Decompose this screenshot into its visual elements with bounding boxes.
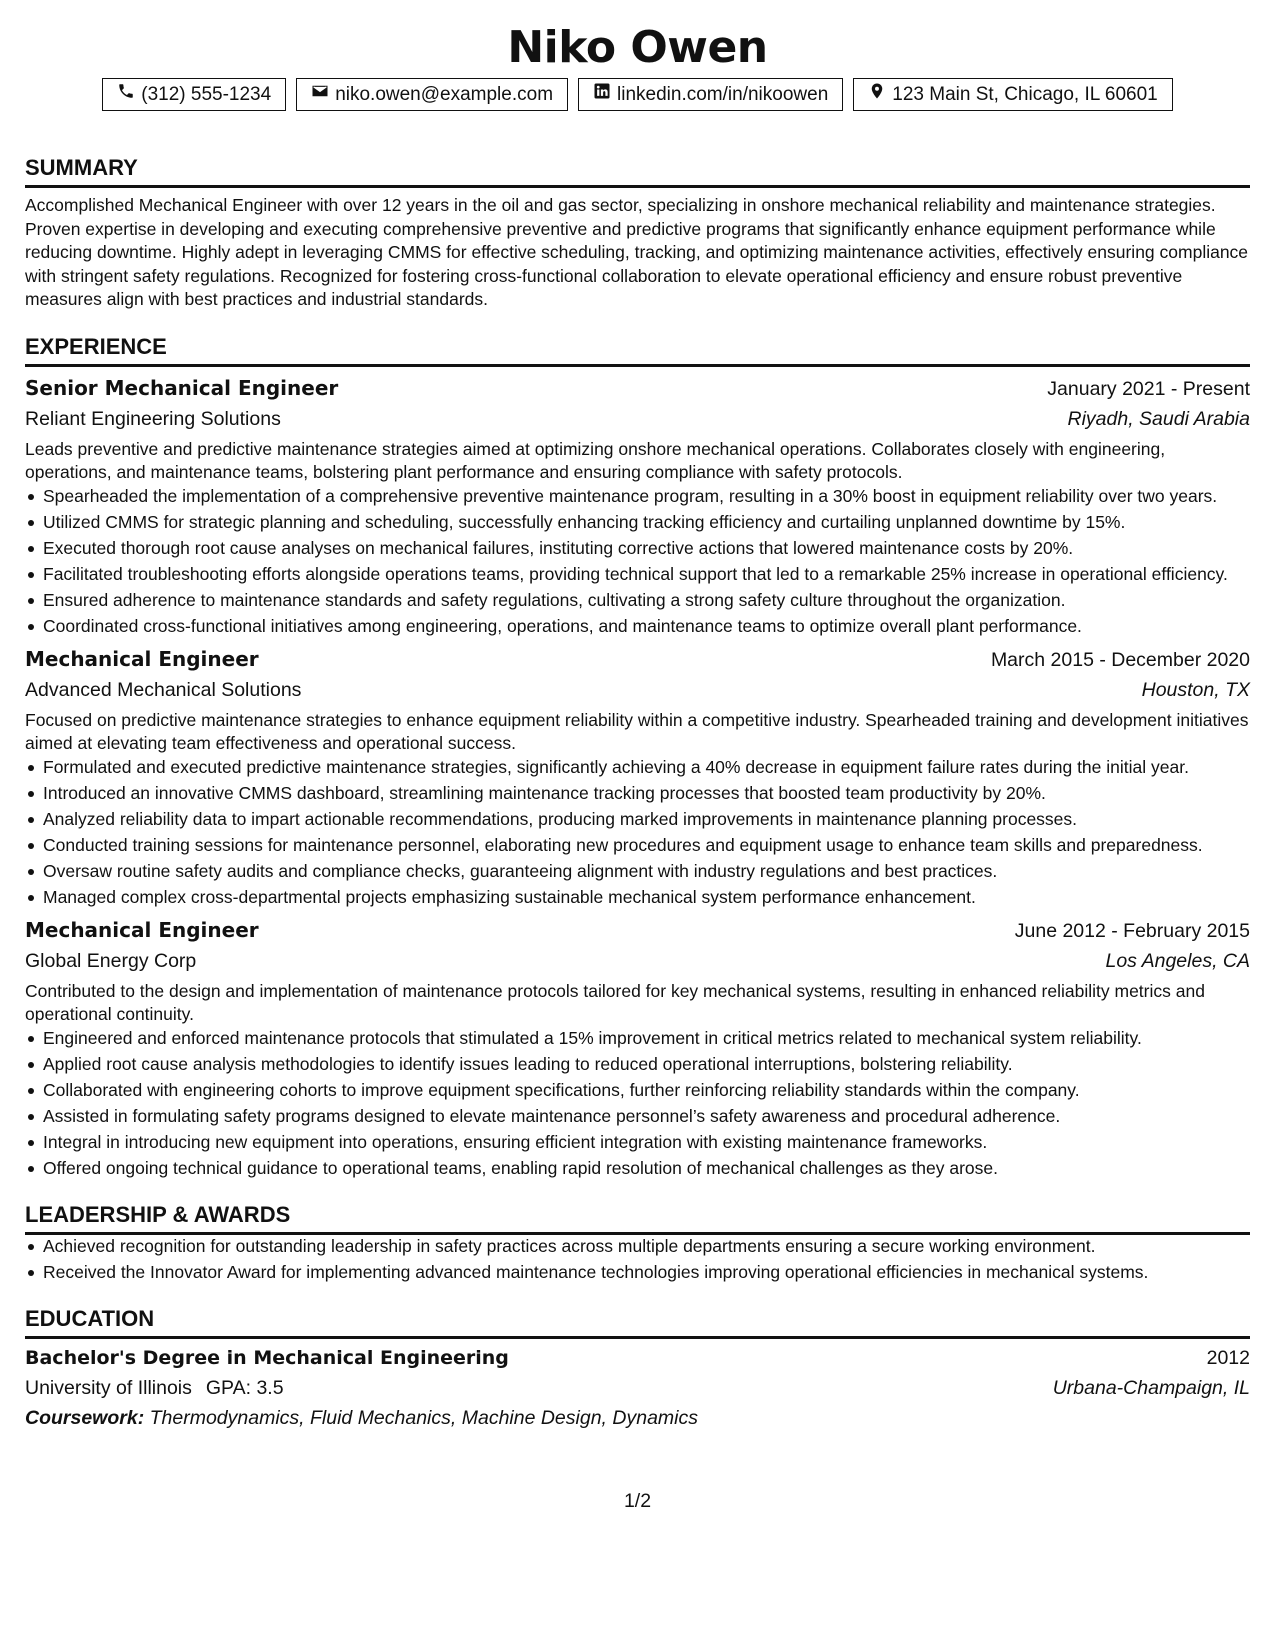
summary-text: Accomplished Mechanical Engineer with over 12 years in the oil and gas sector, specializing in onshore mechanical reliability and maintenance strategies. Proven expertise in developing and executing comprehensive preventive and predictive programs that significantly enhance equipment performance while reducing downtime. Highly adept in leveraging CMMS for effective scheduling, tracking, and optimizing maintenance activities, effectively ensuring compliance with stringent safety regulations. Recognized for fostering cross-functional collaboration to elevate operational efficiency and ensure robust preventive measures align with best practices and industrial standards. — [25, 195, 1249, 309]
contact-email[interactable] — [296, 78, 568, 111]
page-number: 1/2 — [623, 1490, 652, 1512]
job-entry — [25, 373, 1250, 638]
job-description: Focused on predictive maintenance strategies to enhance equipment reliability within a competitive industry. Spearheaded training and development initiatives aimed at elevating team effectiveness and operational success. — [25, 709, 1249, 753]
contact-address — [853, 78, 1172, 111]
list-item: Ensured adherence to maintenance standards and safety regulations, cultivating a strong safety culture throughout the organization. — [43, 589, 1250, 612]
resume-page — [25, 0, 1250, 1512]
list-item: Executed thorough root cause analyses on mechanical failures, instituting corrective actions that lowered maintenance costs by 20%. — [43, 537, 1250, 560]
job-location: Los Angeles, CA — [1105, 949, 1250, 972]
list-item: Oversaw routine safety audits and compliance checks, guaranteeing alignment with industry regulations and best practices. — [43, 860, 1250, 883]
contact-email-text: niko.owen@example.com — [335, 84, 554, 105]
list-item: Engineered and enforced maintenance protocols that stimulated a 15% improvement in critical metrics related to mechanical system reliability. — [43, 1027, 1250, 1050]
job-location: Riyadh, Saudi Arabia — [1067, 407, 1250, 430]
list-item: Formulated and executed predictive maintenance strategies, significantly achieving a 40% decrease in equipment failure rates during the initial year. — [43, 756, 1250, 779]
section-title-awards: LEADERSHIP & AWARDS — [25, 1200, 1250, 1235]
envelope-icon — [311, 81, 329, 108]
list-item: Utilized CMMS for strategic planning and scheduling, successfully enhancing tracking efficiency and curtailing unplanned downtime by 15%. — [43, 511, 1250, 534]
job-company: Global Energy Corp — [25, 949, 197, 972]
list-item: Applied root cause analysis methodologies to identify issues leading to reduced operational interruptions, bolstering reliability. — [43, 1053, 1250, 1076]
list-item: Managed complex cross-departmental projects emphasizing sustainable mechanical system performance enhancement. — [43, 886, 1250, 909]
list-item: Introduced an innovative CMMS dashboard, streamlining maintenance tracking processes that boosted team productivity by 20%. — [43, 782, 1250, 805]
job-entry — [25, 644, 1250, 909]
school-line — [25, 1373, 284, 1403]
job-bullets — [25, 485, 1250, 638]
school-location: Urbana-Champaign, IL — [1052, 1376, 1250, 1399]
contact-bar — [25, 78, 1250, 111]
list-item: Assisted in formulating safety programs designed to elevate maintenance personnel’s safety awareness and procedural adherence. — [43, 1105, 1250, 1128]
list-item: Received the Innovator Award for implementing advanced maintenance technologies improving operational efficiencies in mechanical systems. — [43, 1261, 1250, 1284]
phone-icon — [117, 81, 135, 108]
list-item: Coordinated cross-functional initiatives among engineering, operations, and maintenance teams to optimize overall plant performance. — [43, 615, 1250, 638]
job-title: Mechanical Engineer — [25, 646, 259, 671]
map-marker-icon — [868, 81, 886, 108]
section-title-experience: EXPERIENCE — [25, 332, 1250, 367]
list-item: Spearheaded the implementation of a comprehensive preventive maintenance program, resulting in a 30% boost in equipment reliability over two years. — [43, 485, 1250, 508]
job-dates: January 2021 - Present — [1047, 377, 1250, 400]
contact-linkedin[interactable] — [578, 78, 843, 111]
degree-year: 2012 — [1206, 1346, 1250, 1369]
section-title-education: EDUCATION — [25, 1304, 1250, 1339]
job-company: Advanced Mechanical Solutions — [25, 678, 302, 701]
contact-linkedin-text: linkedin.com/in/nikoowen — [617, 84, 829, 105]
coursework — [25, 1403, 1250, 1433]
degree-title: Bachelor's Degree in Mechanical Engineering — [25, 1346, 509, 1369]
job-bullets — [25, 1027, 1250, 1180]
job-description: Contributed to the design and implementation of maintenance protocols tailored for key mechanical systems, resulting in enhanced reliability metrics and operational continuity. — [25, 980, 1205, 1024]
job-description: Leads preventive and predictive maintenance strategies aimed at optimizing onshore mechanical operations. Collaborates closely with engineering, operations, and maintenance teams, bolstering plant performance and ensuring compliance with safety protocols. — [25, 438, 1166, 482]
contact-address-text: 123 Main St, Chicago, IL 60601 — [892, 84, 1158, 105]
list-item: Analyzed reliability data to impart actionable recommendations, producing marked improvements in maintenance planning processes. — [43, 808, 1250, 831]
section-title-summary: SUMMARY — [25, 153, 1250, 188]
awards-list — [25, 1235, 1250, 1284]
job-bullets — [25, 756, 1250, 909]
contact-phone-text: (312) 555-1234 — [141, 84, 272, 105]
coursework-list: Thermodynamics, Fluid Mechanics, Machine Design, Dynamics — [149, 1406, 698, 1429]
list-item: Conducted training sessions for maintenance personnel, elaborating new procedures and equipment usage to enhance team skills and preparedness. — [43, 834, 1250, 857]
school-name: University of Illinois — [25, 1376, 192, 1399]
list-item: Integral in introducing new equipment into operations, ensuring efficient integration with existing maintenance frameworks. — [43, 1131, 1250, 1154]
job-location: Houston, TX — [1141, 678, 1250, 701]
job-title: Senior Mechanical Engineer — [25, 375, 339, 400]
list-item: Achieved recognition for outstanding leadership in safety practices across multiple departments ensuring a secure working environment. — [43, 1235, 1250, 1258]
education-entry — [25, 1343, 1250, 1433]
gpa: GPA: 3.5 — [205, 1376, 284, 1399]
list-item: Facilitated troubleshooting efforts alongside operations teams, providing technical support that led to a remarkable 25% increase in operational efficiency. — [43, 563, 1250, 586]
linkedin-icon — [593, 81, 611, 108]
coursework-label: Coursework: — [25, 1406, 145, 1429]
list-item: Collaborated with engineering cohorts to improve equipment specifications, further reinforcing reliability standards within the company. — [43, 1079, 1250, 1102]
contact-phone — [102, 78, 286, 111]
job-dates: June 2012 - February 2015 — [1014, 919, 1250, 942]
candidate-name: Niko Owen — [507, 22, 768, 73]
job-company: Reliant Engineering Solutions — [25, 407, 281, 430]
job-title: Mechanical Engineer — [25, 917, 259, 942]
job-dates: March 2015 - December 2020 — [990, 648, 1250, 671]
job-entry — [25, 915, 1250, 1180]
list-item: Offered ongoing technical guidance to operational teams, enabling rapid resolution of mechanical challenges as they arose. — [43, 1157, 1250, 1180]
